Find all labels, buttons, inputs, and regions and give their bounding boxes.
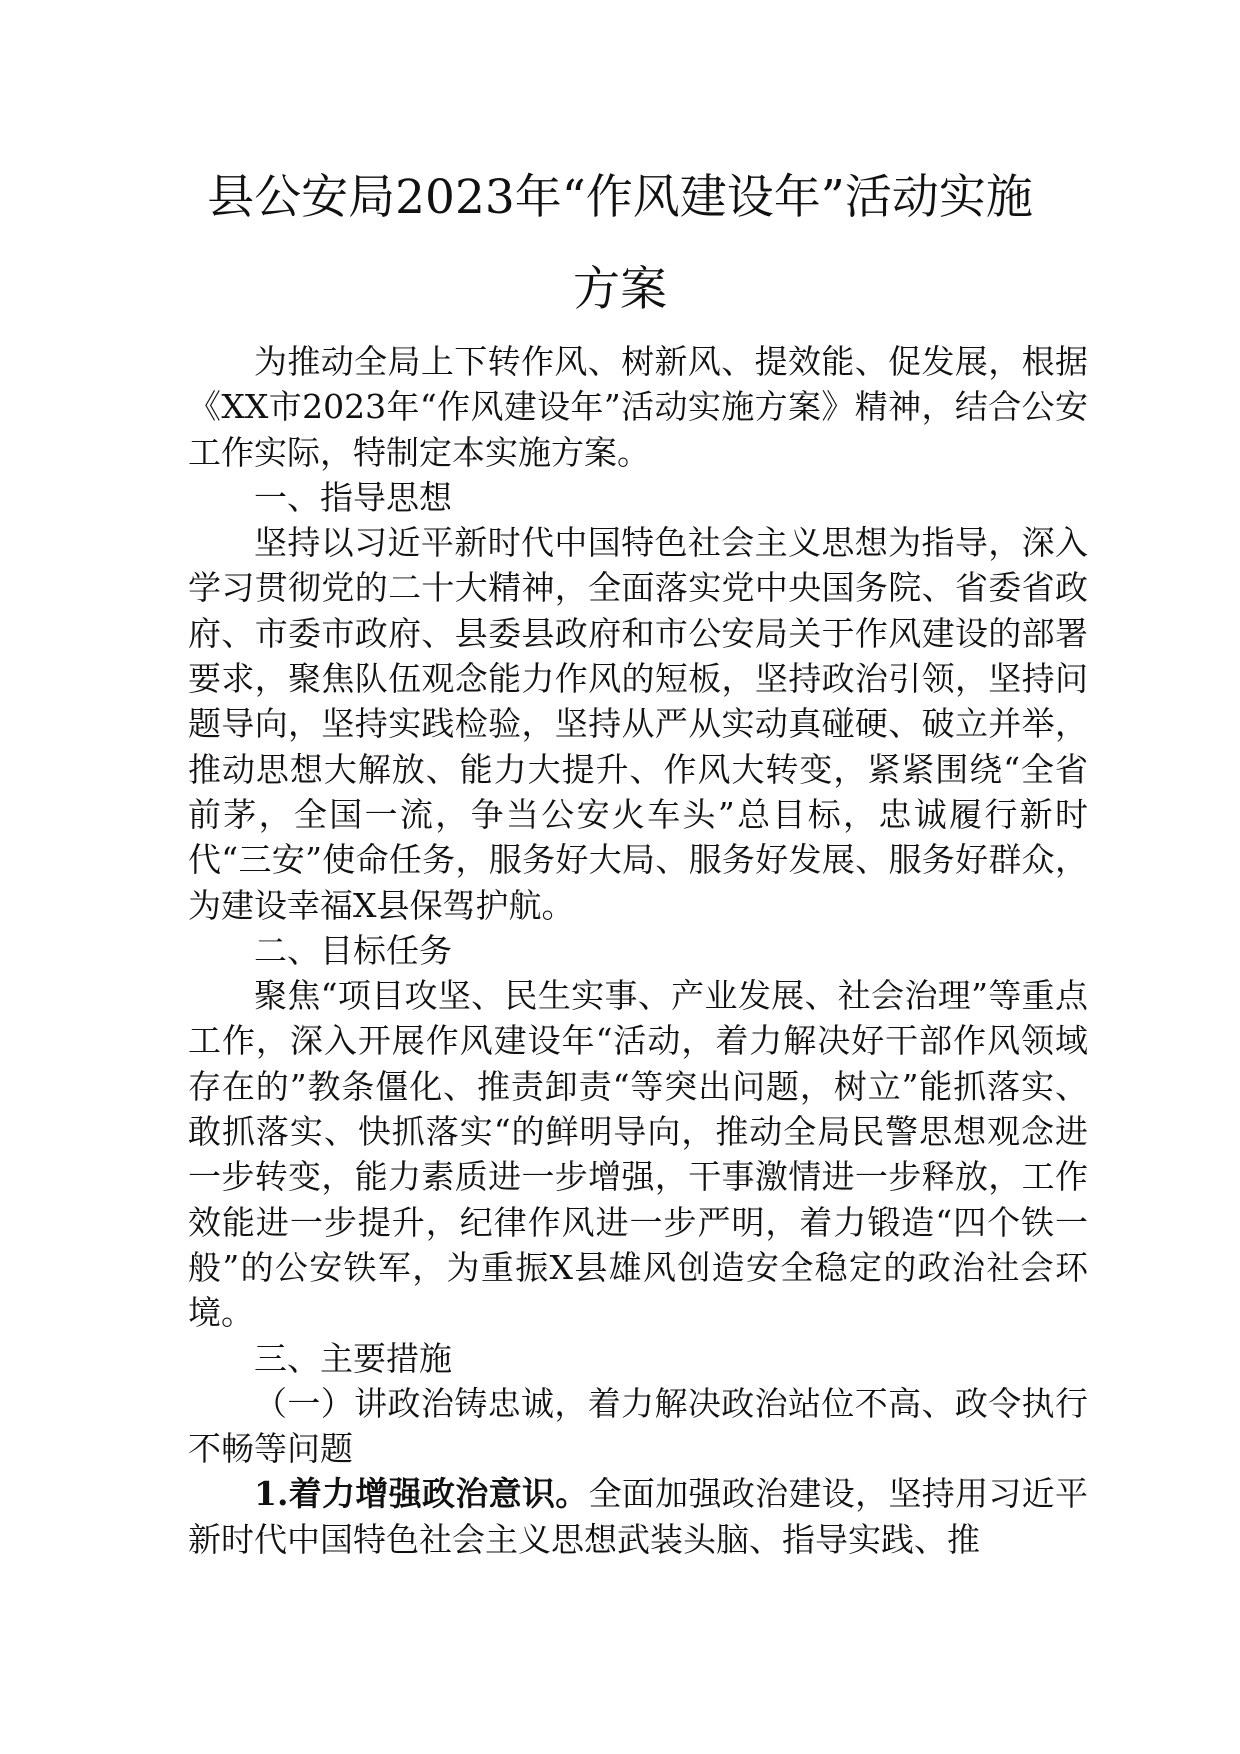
paragraph-text: 全面加强政治建设，坚持用习近平新时代中国特色社会主义思想武装头脑、指导实践、推 — [188, 1474, 1089, 1559]
paragraph-guiding-ideology: 坚持以习近平新时代中国特色社会主义思想为指导，深入学习贯彻党的二十大精神，全面落实党中央国务院、省委省政府、市委市政府、县委县政府和市公安局关于作风建设的部署要求，聚焦队伍观念能力作风的短板，坚持政治引领，坚持问题导向，坚持实践检验，坚持从严从实动真碰硬、破立并举，推动思想大解放、能力大提升、作风大转变，紧紧围绕“全省前茅，全国一流，争当公安火车头”总目标，忠诚履行新时代“三安”使命任务，服务好大局、服务好发展、服务好群众，为建设幸福X县保驾护航。 — [188, 523, 1088, 925]
subsection-heading-politics: （一）讲政治铸忠诚，着力解决政治站位不高、政令执行不畅等问题 — [188, 1383, 1088, 1469]
section-heading-goals: 二、目标任务 — [254, 930, 452, 970]
document-body — [188, 339, 1088, 1562]
paragraph-goals: 聚焦“项目攻坚、民生实事、产业发展、社会治理”等重点工作，深入开展作风建设年“活动，着力解决好干部作风领域存在的”教条僵化、推责卸责“等突出问题，树立”能抓落实、敢抓落实、快抓落实“的鲜明导向，推动全局民警思想观念进一步转变，能力素质进一步增强，干事激情进一步释放，工作效能进一步提升，纪律作风进一步严明，着力锻造“四个铁一般”的公安铁军，为重振X县雄风创造安全稳定的政治社会环境。 — [188, 976, 1088, 1333]
paragraph-intro: 为推动全局上下转作风、树新风、提效能、促发展，根据《XX市2023年“作风建设年”活动实施方案》精神，结合公安工作实际，特制定本实施方案。 — [188, 342, 1088, 472]
paragraph-political-awareness — [188, 1471, 1088, 1562]
document-title-line-2: 方案 — [573, 262, 667, 317]
paragraph-lead-bold: 1.着力增强政治意识。 — [254, 1474, 589, 1514]
section-heading-guiding-ideology: 一、指导思想 — [254, 477, 452, 517]
document-title-line-1: 县公安局2023年“作风建设年”活动实施 — [207, 170, 1033, 225]
section-heading-measures: 三、主要措施 — [254, 1338, 452, 1378]
